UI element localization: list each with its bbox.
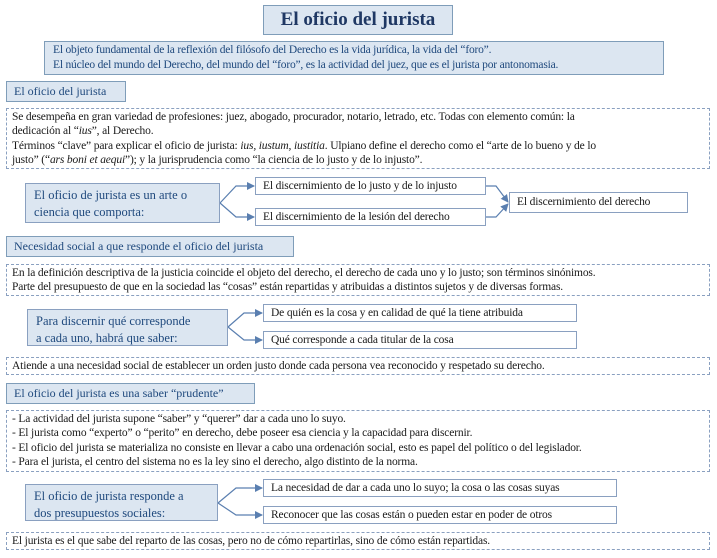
- section3-branch-1: La necesidad de dar a cada uno lo suyo; la cosa o las cosas suyas: [263, 479, 617, 497]
- section2-line-2: Parte del presupuesto de que en la sociedad las “cosas” están repartidas y atribuidas a distintos sujetos y de diversas formas.: [12, 281, 563, 294]
- section3-line-1: - La actividad del jurista supone “saber” y “querer” dar a cada uno lo suyo.: [12, 413, 346, 425]
- s1-connector-result-bottom: [486, 204, 508, 217]
- s2-connector-bottom: [228, 327, 262, 340]
- section2-content: [6, 264, 710, 296]
- section1-branch-1: El discernimiento de lo justo y de lo injusto: [255, 177, 486, 195]
- section3-note-text: El jurista es el que sabe del reparto de las cosas, pero no de cómo repartirlas, sino de cómo están repartidas.: [12, 535, 490, 547]
- section3-lead-line-2: dos presupuestos sociales:: [34, 506, 166, 520]
- section2-branch-1: De quién es la cosa y en calidad de qué la tiene atribuida: [263, 304, 577, 322]
- section2-line-1: En la definición descriptiva de la justicia coincide el objeto del derecho, el derecho de cada uno y lo justo; son términos sinónimos.: [12, 267, 596, 279]
- section1-content: [6, 108, 710, 169]
- section3-heading: El oficio del jurista es una saber “prudente”: [6, 383, 255, 404]
- section3-line-4: - Para el jurista, el centro del sistema no es la ley sino el derecho, algo distinto de la norma.: [12, 456, 418, 469]
- section1-line-4: justo” (“ars boni et aequi”); y la jurisprudencia como “la ciencia de lo justo y de lo injusto”.: [12, 154, 423, 167]
- section1-line-2: dedicación al “ius”, al Derecho.: [12, 125, 154, 138]
- page-title: El oficio del jurista: [263, 5, 453, 35]
- intro-line-2: El núcleo del mundo del Derecho, del mundo del “foro”, es la actividad del juez, que es el jurista por antonomasia.: [53, 59, 559, 71]
- s1-connector-result-top: [486, 186, 508, 202]
- section2-branch-2: Qué corresponde a cada titular de la cosa: [263, 331, 577, 349]
- section2-note-text: Atiende a una necesidad social de establecer un orden justo donde cada persona vea reconocido y respetado su derecho.: [12, 360, 545, 372]
- section1-lead-line-2: ciencia que comporta:: [34, 205, 145, 219]
- section1-heading: El oficio del jurista: [6, 81, 126, 102]
- section3-line-3: - El oficio del jurista se materializa no consiste en llevar a cabo una ordenación social, esto es papel del político o del legislador.: [12, 441, 582, 454]
- section1-result: El discernimiento del derecho: [509, 192, 688, 213]
- section1-line-3: Términos “clave” para explicar el oficio de jurista: ius, iustum, iustitia. Ulpiano define el derecho como el “arte de lo bueno y de lo: [12, 139, 596, 152]
- section3-note: [6, 532, 710, 550]
- section3-content: [6, 410, 710, 472]
- section1-diagram-lead: [25, 183, 220, 223]
- s3-connector-bottom: [218, 503, 262, 515]
- s1-connector-bottom: [220, 203, 254, 217]
- s3-connector-top: [218, 488, 262, 503]
- s1-connector-top: [220, 186, 254, 203]
- section2-lead-line-2: a cada uno, habrá que saber:: [36, 331, 178, 345]
- section2-heading: Necesidad social a que responde el oficio del jurista: [6, 236, 294, 257]
- section3-branch-2: Reconocer que las cosas están o pueden estar en poder de otros: [263, 506, 617, 524]
- section3-line-2: - El jurista como “experto” o “perito” en derecho, debe poseer esa ciencia y la capacidad para discernir.: [12, 427, 473, 440]
- s2-connector-top: [228, 313, 262, 327]
- intro-line-1: El objeto fundamental de la reflexión del filósofo del Derecho es la vida jurídica, la vida del “foro”.: [53, 44, 492, 56]
- intro-box: [44, 41, 664, 75]
- section3-lead-line-1: El oficio de jurista responde a: [34, 489, 184, 503]
- section2-lead-line-1: Para discernir qué corresponde: [36, 314, 191, 328]
- section1-branch-2: El discernimiento de la lesión del derecho: [255, 208, 486, 226]
- section1-lead-line-1: El oficio de jurista es un arte o: [34, 188, 188, 202]
- section1-line-1: Se desempeña en gran variedad de profesiones: juez, abogado, procurador, notario, letrado, etc. Todas con elemento común: la: [12, 111, 575, 123]
- section3-diagram-lead: [25, 484, 218, 521]
- section2-diagram-lead: [27, 309, 228, 346]
- section2-note: [6, 357, 710, 375]
